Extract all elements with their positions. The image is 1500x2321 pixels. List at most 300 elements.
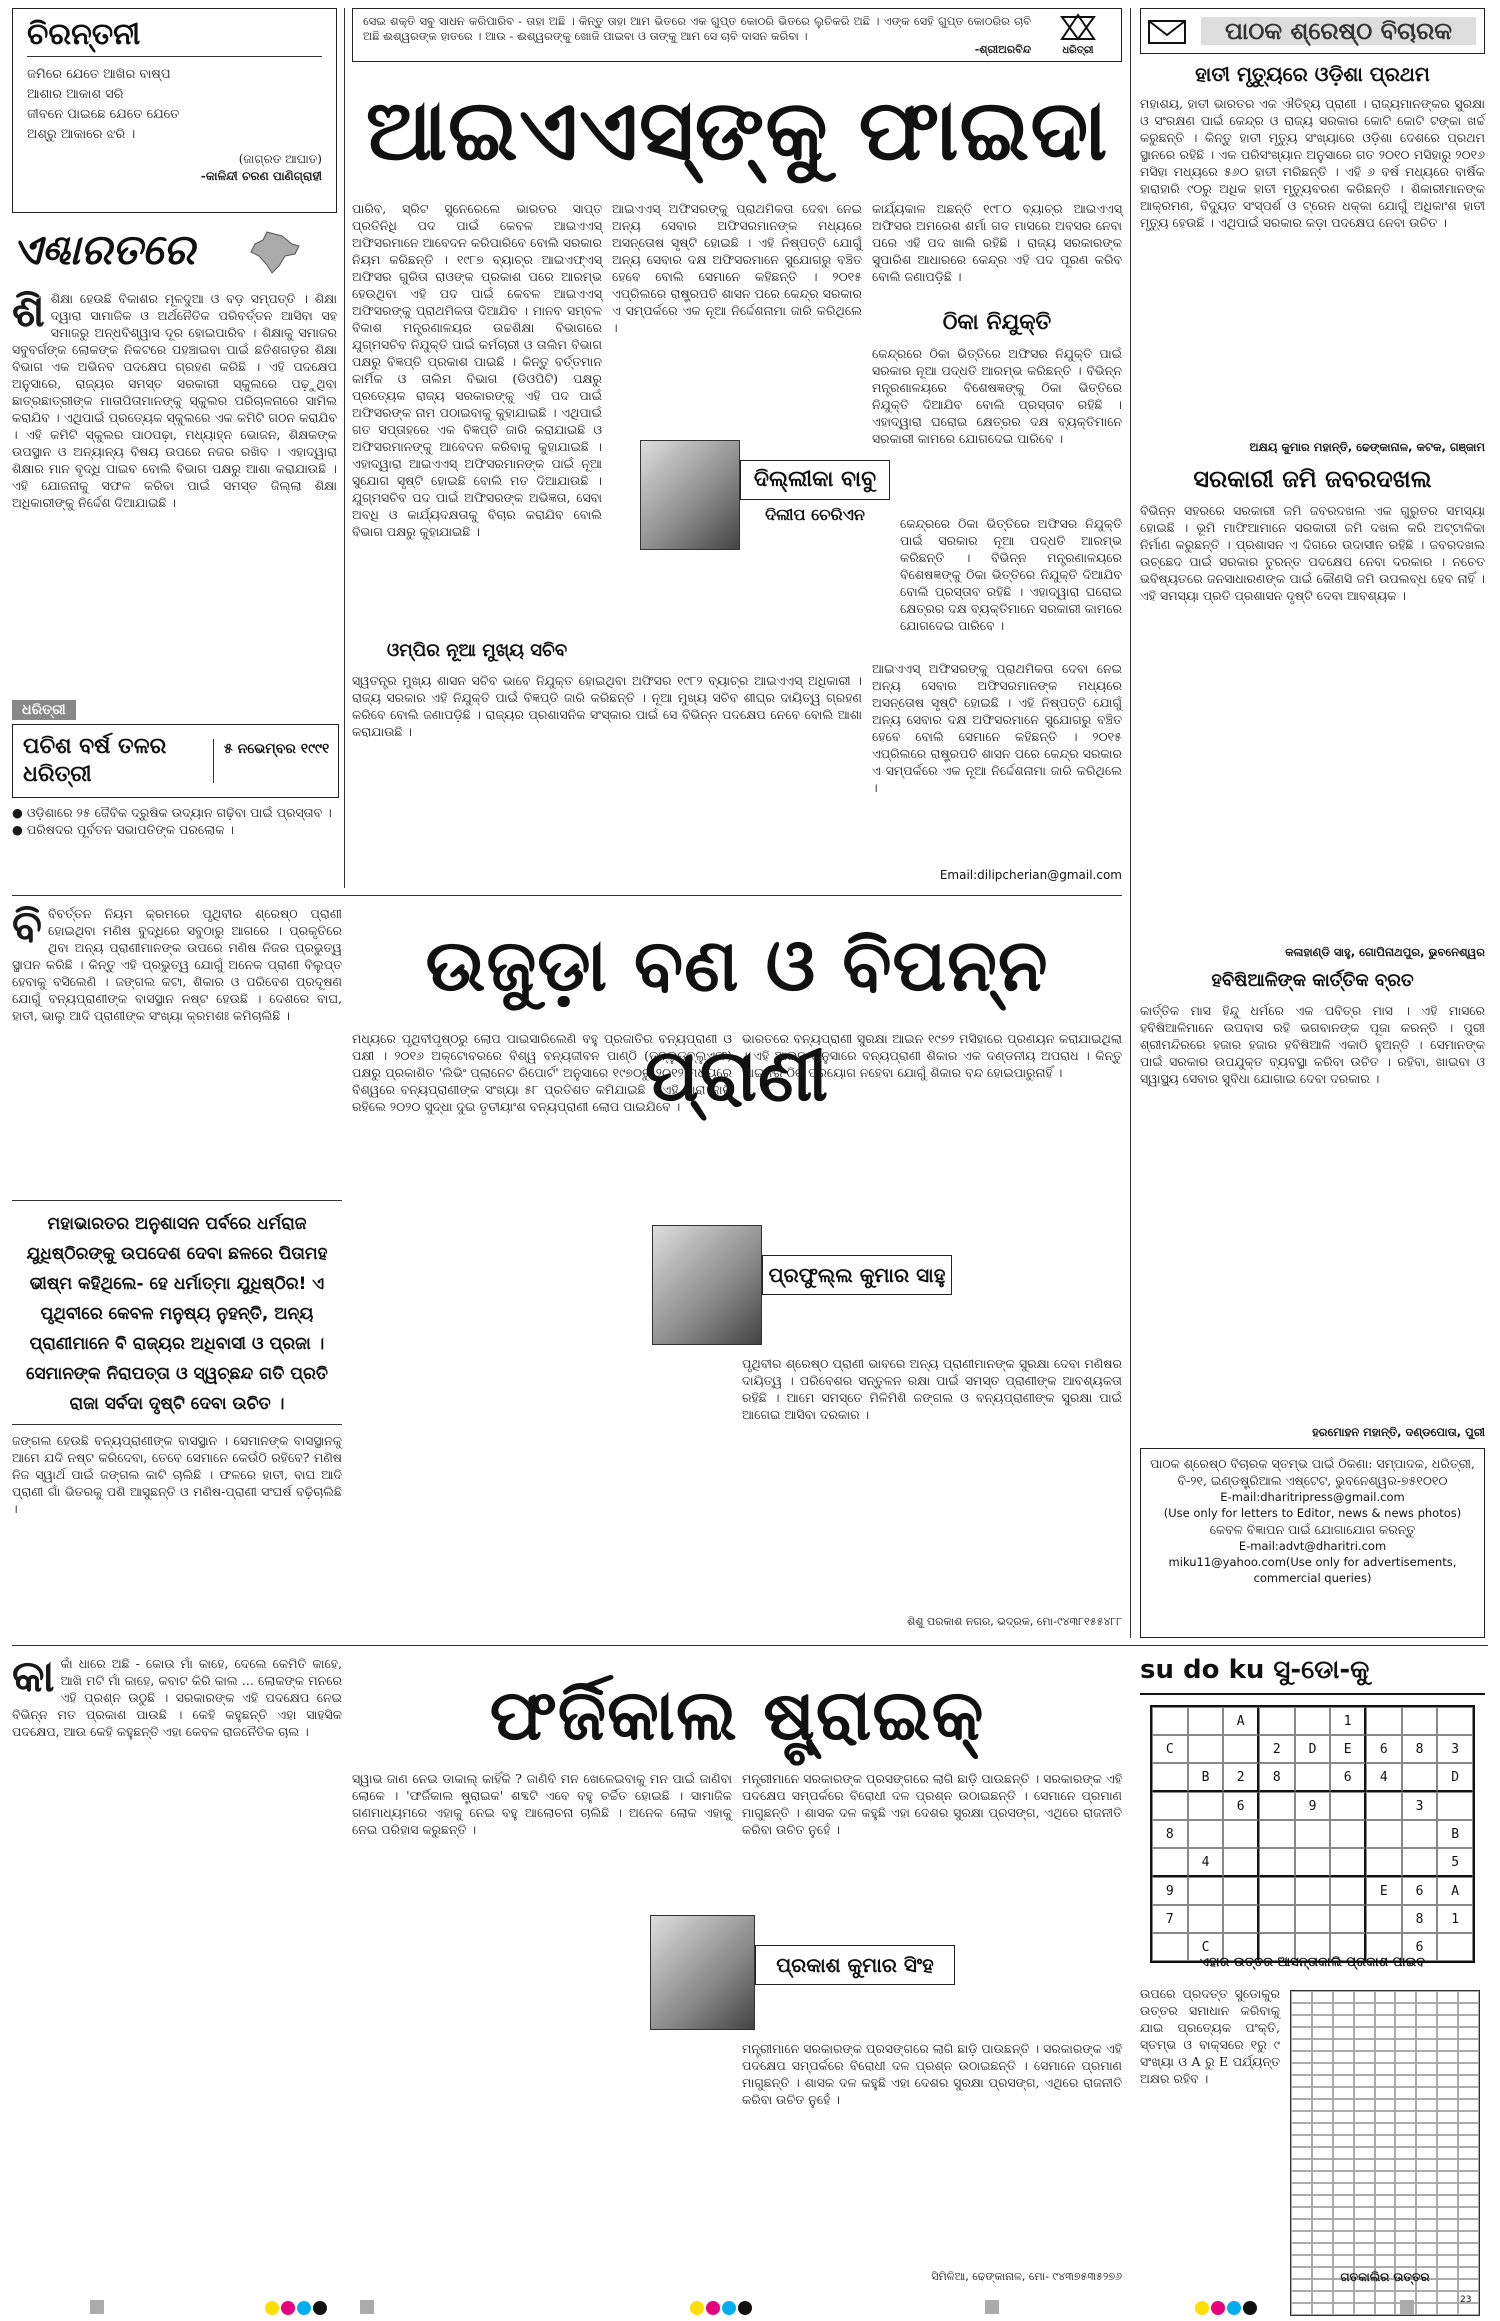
solution-cell (1458, 2003, 1479, 2015)
solution-cell (1395, 2207, 1416, 2219)
solution-cell (1312, 2195, 1333, 2207)
solution-cell (1354, 2219, 1375, 2231)
sudoku-cell[interactable]: 8 (1259, 1763, 1295, 1792)
solution-cell (1312, 2063, 1333, 2075)
solution-cell (1458, 2219, 1479, 2231)
thika-heading: ଠିକା ନିଯୁକ୍ତି (942, 310, 1052, 335)
sudoku-cell[interactable] (1259, 1848, 1295, 1877)
solution-cell (1458, 2015, 1479, 2027)
sudoku-cell[interactable]: B (1188, 1763, 1224, 1792)
solution-cell (1437, 2039, 1458, 2051)
solution-cell (1375, 2171, 1396, 2183)
solution-cell (1416, 2135, 1437, 2147)
sudoku-cell[interactable] (1295, 1707, 1331, 1735)
solution-cell (1291, 2183, 1312, 2195)
sudoku-cell[interactable]: 6 (1366, 1735, 1402, 1763)
solution-cell (1333, 2051, 1354, 2063)
reader-h3: ହବିଷିଆଳିଙ୍କ କାର୍ତ୍ତିକ ବ୍ରତ (1211, 970, 1414, 991)
forest-quote: ମହାଭାରତର ଅନୁଶାସନ ପର୍ବରେ ଧର୍ମରାଜ ଯୁଧିଷ୍ଠିରଙ୍କୁ ଉପଦେଶ ଦେବା ଛଳରେ ପିତାମହ ଭୀଷ୍ମ କହିଥିଲେ- ହେ ଧର୍ମାତ୍ମା ଯୁଧିଷ୍ଠିର! ଏ ପୃଥିବୀରେ କେବଳ ମନୁଷ୍ୟ ନୁହନ୍ତି, ଅନ୍ୟ ପ୍ରାଣୀମାନେ ବି ରାଜ୍ୟର ଅଧିବାସୀ ଓ ପ୍ରଜା । ସେମାନଙ୍କ ନିରାପତ୍ତା ଓ ସ୍ୱଚ୍ଛନ୍ଦ ଗତି ପ୍ରତି ରାଜା ସର୍ବଦା ଦୃଷ୍ଟି ଦେବା ଉଚିତ । (12, 1200, 342, 1425)
dharitri-date: ୫ ନଭେମ୍ବର ୧୯୯୧ (213, 739, 339, 783)
solution-cell (1312, 2135, 1333, 2147)
reader-title: ପାଠକ ଶ୍ରେଷ୍ଠ ବିଚାରକ (1201, 17, 1476, 45)
solution-cell (1437, 2255, 1458, 2267)
solution-cell (1333, 2075, 1354, 2087)
solution-cell (1354, 2195, 1375, 2207)
reader-a3: ହରମୋହନ ମହାନ୍ତି, ଦଣ୍ଡପୋତା, ପୁରୀ (1312, 1425, 1485, 1439)
solution-cell (1437, 2003, 1458, 2015)
solution-cell (1291, 2195, 1312, 2207)
solution-cell (1375, 2207, 1396, 2219)
solution-cell (1395, 2243, 1416, 2255)
solution-cell (1416, 2207, 1437, 2219)
reader-email-3[interactable]: miku11@yahoo.com(Use only for advertisements, commercial queries) (1168, 1555, 1457, 1585)
sudoku-cell[interactable]: 6 (1402, 1933, 1438, 1961)
sudoku-cell[interactable]: 3 (1402, 1792, 1438, 1820)
solution-cell (1416, 2243, 1437, 2255)
sudoku-cell[interactable] (1188, 1792, 1224, 1820)
solution-cell (1416, 2075, 1437, 2087)
solution-cell (1354, 2255, 1375, 2267)
solution-cell (1312, 2087, 1333, 2099)
solution-cell (1437, 2063, 1458, 2075)
reader-address: ପାଠକ ଶ୍ରେଷ୍ଠ ବିଚାରକ ସ୍ତମ୍ଭ ପାଇଁ ଠିକଣା: ସମ୍ପାଦକ, ଧରିତ୍ରୀ, ବି-୨୧, ଇଣ୍ଡଷ୍ଟ୍ରିଆଲ ଏଷ୍ଟେଟ, ଭୁବନେଶ୍ୱର-୭୫୧୦୧୦ (1150, 1456, 1475, 1488)
solution-cell (1437, 2111, 1458, 2123)
sudoku-solution (1290, 1990, 1480, 2316)
sudoku-cell[interactable]: 6 (1330, 1763, 1366, 1792)
solution-cell (1291, 2051, 1312, 2063)
sudoku-cell[interactable]: 6 (1402, 1877, 1438, 1905)
solution-cell (1375, 2195, 1396, 2207)
solution-cell (1458, 2231, 1479, 2243)
sudoku-cell[interactable]: D (1295, 1735, 1331, 1763)
page-number: 23 (1460, 2295, 1472, 2305)
solution-cell (1375, 2003, 1396, 2015)
solution-cell (1354, 2135, 1375, 2147)
sudoku-cell[interactable] (1259, 1707, 1295, 1735)
solution-cell (1354, 2123, 1375, 2135)
chirantani-author: -କାଳିନ୍ଦୀ ଚରଣ ପାଣିଗ୍ରାହୀ (200, 169, 322, 183)
reg-color-dots (1195, 2300, 1259, 2319)
solution-cell (1291, 2039, 1312, 2051)
surgical-col-b: ସ୍ୱାଭ ଜାଣ ନେଇ ଡାକାଲ୍ କାହିଁକି ? ଜାଣିବି ମନ ଖେଳେଇବାକୁ ମନ ପାଇଁ ଜାଣିବା ଲୋକେ । 'ଫର୍ଜିକାଲ ଷ୍ଟ୍ରାଇକ' ଶବ୍ଦଟି ଏବେ ବହୁ ଚର୍ଚ୍ଚିତ ହୋଇଛି । ସାମାଜିକ ଗଣମାଧ୍ୟମରେ ଏହାକୁ ନେଇ ବହୁ ଆଲୋଚନା ଚାଲିଛି । ଅନେକ ଲୋକ ଏହାକୁ ନେଇ ପରିହାସ କରୁଛନ୍ତି । (352, 1771, 732, 1837)
solution-cell (1354, 2063, 1375, 2075)
solution-cell (1312, 2015, 1333, 2027)
sudoku-cell[interactable]: E (1366, 1877, 1402, 1905)
sudoku-cell[interactable]: 8 (1402, 1735, 1438, 1763)
sudoku-cell[interactable]: 2 (1259, 1735, 1295, 1763)
byline-prakash: ପ୍ରକାଶ କୁମାର ସିଂହ (755, 1945, 955, 1985)
sudoku-cell[interactable]: A (1437, 1877, 1473, 1905)
sudoku-cell[interactable]: 5 (1437, 1848, 1473, 1877)
solution-cell (1458, 2051, 1479, 2063)
forest-col-b: ମଧ୍ୟରେ ପୃଥିବୀପୃଷ୍ଠରୁ ଲୋପ ପାଇସାରିଲେଣି ବହୁ ପ୍ରଜାତିର ବନ୍ୟପ୍ରାଣୀ ଓ ପକ୍ଷୀ । ୨୦୧୬ ଅକ୍ଟୋବରରେ ବିଶ୍ୱ ବନ୍ୟଜୀବନ ପାଣ୍ଠି (ଡବ୍ଲୁଡବ୍ଲୁଏଫ) ପକ୍ଷରୁ ପ୍ରକାଶିତ 'ଲିଭିଂ ପ୍ଲାନେଟ ରିପୋର୍ଟ' ଅନୁସାରେ ୧୯୭୦ରୁ ୨୦୧୨ ମଧ୍ୟରେ ବିଶ୍ୱରେ ବନ୍ୟପ୍ରାଣୀଙ୍କ ସଂଖ୍ୟା ୫୮ ପ୍ରତିଶତ କମିଯାଇଛି । ଏହି ଧାରା ଜାରି ରହିଲେ ୨୦୨୦ ସୁଦ୍ଧା ଦୁଇ ତୃତୀୟାଂଶ ବନ୍ୟପ୍ରାଣୀ ଲୋପ ପାଇଯିବେ । (352, 1031, 732, 1114)
solution-cell (1333, 2123, 1354, 2135)
sudoku-cell[interactable] (1188, 1735, 1224, 1763)
sudoku-cell[interactable] (1223, 1735, 1259, 1763)
sudoku-cell[interactable] (1188, 1820, 1224, 1848)
solution-cell (1354, 2075, 1375, 2087)
sudoku-cell[interactable]: 1 (1330, 1707, 1366, 1735)
solution-cell (1291, 2231, 1312, 2243)
sudoku-cell[interactable]: 9 (1295, 1792, 1331, 1820)
sudoku-cell[interactable] (1437, 1792, 1473, 1820)
sudoku-cell[interactable] (1295, 1820, 1331, 1848)
solution-cell (1312, 2027, 1333, 2039)
reader-t3: କାର୍ତ୍ତିକ ମାସ ହିନ୍ଦୁ ଧର୍ମରେ ଏକ ପବିତ୍ର ମାସ । ଏହି ମାସରେ ହବିଷିଆଳିମାନେ ଉପବାସ ରହି ଭଗବାନଙ୍କ ପୂଜା କରନ୍ତି । ପୁରୀ ଶ୍ରୀମନ୍ଦିରରେ ହଜାର ହଜାର ହବିଷିଆଳି ଏକାଠି ହୁଅନ୍ତି । ସେମାନଙ୍କ ପାଇଁ ସରକାର ଉପଯୁକ୍ତ ବ୍ୟବସ୍ଥା କରିବା ଉଚିତ । ରହିବା, ଖାଇବା ଓ ସ୍ୱାସ୍ଥ୍ୟ ସେବାର ସୁବିଧା ଯୋଗାଇ ଦେବା ଦରକାର । (1140, 1003, 1485, 1086)
solution-cell (1333, 1991, 1354, 2003)
sudoku-cell[interactable]: 8 (1402, 1905, 1438, 1933)
dharitri-title: ପଚିଶ ବର୍ଷ ତଳର ଧରିତ୍ରୀ (23, 734, 167, 787)
sudoku-cell[interactable] (1437, 1707, 1473, 1735)
solution-cell (1437, 2207, 1458, 2219)
sudoku-cell[interactable]: 7 (1152, 1905, 1188, 1933)
sudoku-cell[interactable] (1295, 1763, 1331, 1792)
reg-color-dots (265, 2300, 329, 2319)
sudoku-cell[interactable] (1402, 1848, 1438, 1877)
sudoku-cell[interactable] (1259, 1820, 1295, 1848)
sudoku-cell[interactable] (1330, 1820, 1366, 1848)
sudoku-cell[interactable] (1223, 1877, 1259, 1905)
solution-cell (1333, 2087, 1354, 2099)
solution-cell (1333, 2063, 1354, 2075)
solution-cell (1291, 2015, 1312, 2027)
sudoku-cell[interactable] (1402, 1707, 1438, 1735)
solution-cell (1312, 2147, 1333, 2159)
solution-cell (1291, 2255, 1312, 2267)
sudoku-yesterday: ଗତକାଲିର ଉତ୍ତର (1340, 2270, 1430, 2284)
solution-cell (1312, 2123, 1333, 2135)
sudoku-cell[interactable]: B (1437, 1820, 1473, 1848)
sudoku-cell[interactable]: 3 (1437, 1735, 1473, 1763)
sudoku-cell[interactable]: 8 (1152, 1820, 1188, 1848)
surgical-headline: ଫର୍ଜିକାଲ ଷ୍ଟ୍ରାଇକ୍ (489, 1674, 985, 1756)
sudoku-cell[interactable] (1366, 1792, 1402, 1820)
solution-cell (1375, 2147, 1396, 2159)
sudoku-cell[interactable] (1366, 1905, 1402, 1933)
dharitri-title-box (12, 724, 339, 798)
solution-cell (1354, 2015, 1375, 2027)
dropcap: କା (12, 1651, 55, 1702)
dharitri-25yr-box (12, 700, 337, 895)
solution-cell (1416, 1991, 1437, 2003)
chirantani-box (12, 8, 337, 213)
solution-cell (1354, 2183, 1375, 2195)
solution-cell (1375, 2231, 1396, 2243)
sudoku-cell[interactable] (1223, 1848, 1259, 1877)
solution-cell (1458, 2195, 1479, 2207)
sudoku-cell[interactable] (1330, 1905, 1366, 1933)
sudoku-cell[interactable]: E (1330, 1735, 1366, 1763)
solution-cell (1291, 2219, 1312, 2231)
india-map-icon (237, 230, 307, 275)
reader-header (1140, 8, 1485, 54)
sudoku-cell[interactable]: 1 (1437, 1905, 1473, 1933)
sudoku-cell[interactable] (1366, 1848, 1402, 1877)
solution-cell (1395, 2231, 1416, 2243)
sudoku-cell[interactable] (1295, 1905, 1331, 1933)
solution-cell (1312, 2171, 1333, 2183)
sudoku-cell[interactable] (1223, 1905, 1259, 1933)
solution-cell (1458, 2159, 1479, 2171)
solution-cell (1375, 2255, 1396, 2267)
sudoku-cell[interactable] (1330, 1848, 1366, 1877)
sudoku-cell[interactable] (1330, 1792, 1366, 1820)
solution-cell (1395, 2147, 1416, 2159)
sudoku-cell[interactable]: C (1188, 1933, 1224, 1961)
forest-address: ଶିଶୁ ପରକାଶ ନଗର, ଭଦ୍ରକ, ମୋ-୯୪୩୮୧୫୫୪୮୮ (907, 1615, 1122, 1628)
reader-email-note: (Use only for letters to Editor, news & news photos) (1163, 1506, 1462, 1520)
forest-intro: ବିବିବର୍ତ୍ତନ ନିୟମ କ୍ରମରେ ପୃଥିବୀର ଶ୍ରେଷ୍ଠ ପ୍ରାଣୀ ହୋଇଥିବା ମଣିଷ ବୁଦ୍ଧିରେ ସବୁଠାରୁ ଆଗରେ । ପ୍ରକୃତିରେ ଥିବା ଅନ୍ୟ ପ୍ରାଣୀମାନଙ୍କ ଉପରେ ମଣିଷ ନିଜର ପ୍ରଭୁତ୍ୱ ସ୍ଥାପନ କରିଛି । କିନ୍ତୁ ଏହି ପ୍ରଭୁତ୍ୱ ଯୋଗୁଁ ଅନେକ ପ୍ରାଣୀ ବିଲୁପ୍ତ ହେବାକୁ ବସିଲେଣି । ଜଙ୍ଗଲ କଟା, ଶିକାର ଓ ପରିବେଶ ପ୍ରଦୂଷଣ ଯୋଗୁଁ ବନ୍ୟପ୍ରାଣୀଙ୍କ ବାସସ୍ଥାନ ନଷ୍ଟ ହେଉଛି । ଦେଶରେ ବାଘ, ହାତୀ, ଭାଲୁ ଆଦି ପ୍ରାଣୀଙ୍କ ସଂଖ୍ୟା କ୍ରମଶଃ କମିଚାଲିଛି । (12, 901, 342, 1023)
sudoku-cell[interactable]: 4 (1188, 1848, 1224, 1877)
sudoku-cell[interactable]: 2 (1223, 1763, 1259, 1792)
solution-cell (1395, 2039, 1416, 2051)
solution-cell (1416, 2039, 1437, 2051)
sudoku-cell[interactable] (1295, 1848, 1331, 1877)
solution-cell (1458, 2111, 1479, 2123)
solution-cell (1312, 2207, 1333, 2219)
sudoku-cell[interactable] (1259, 1792, 1295, 1820)
dharitri-emblem (1043, 13, 1113, 56)
ebharatare-title: ଏଣ୍ଢାରତରେ (12, 225, 195, 274)
lead-email[interactable]: Email:dilipcherian@gmail.com (939, 868, 1122, 882)
surgical-col-d: ମନ୍ତ୍ରୀମାନେ ସରକାରଙ୍କ ପ୍ରସଙ୍ଗରେ ଲାଗି ଛାଡ଼ି ପାଉଛନ୍ତି । ସରକାରଙ୍କ ଏହି ପଦକ୍ଷେପ ସମ୍ପର୍କରେ ବିରୋଧୀ ଦଳ ପ୍ରଶ୍ନ ଉଠାଇଛନ୍ତି । ସେମାନେ ପ୍ରମାଣ ମାଗୁଛନ୍ତି । ଶାସକ ଦଳ କହୁଛି ଏହା ଦେଶର ସୁରକ୍ଷା ପ୍ରସଙ୍ଗ, ଏଥିରେ ରାଜନୀତି କରିବା ଉଚିତ ନୁହେଁ । (742, 2041, 1122, 2107)
solution-cell (1333, 2231, 1354, 2243)
sudoku-cell[interactable] (1259, 1905, 1295, 1933)
reader-a2: କଳାହାଣ୍ଡି ସାହୁ, ଗୋପିନାଥପୁର, ଭୁବନେଶ୍ୱର (1285, 945, 1485, 959)
sudoku-title: su do ku ସୁ-ଡୋ-କୁ (1140, 1655, 1485, 1695)
solution-cell (1458, 2207, 1479, 2219)
solution-cell (1333, 2099, 1354, 2111)
lead-col1: ପାରିବ, ସ୍ରିଟ ସୁନେରେଲେ ଭାରତର ସାପ୍ତ ପ୍ରତିନିଧି ପଦ ପାଇଁ କେବଳ ଆଇଏଏସ୍ ଅଫିସରମାନେ ଆବେଦନ କରିପାରିବେ ବୋଲି ସରକାର ନିୟମ କରିଛନ୍ତି । ୧୯୮୭ ବ୍ୟାଚ୍‌ର ଆଇଏଫ୍‌ଏସ୍ ଅଫିସର ଗୁରିତା ରାଓଙ୍କ ପ୍ରକାଶ ପରେ ଆରମ୍ଭ ହେଉଥିବା ଏହି ପଦ ପାଇଁ କେବଳ ଆଇଏଏସ୍ ଅଫିସରଙ୍କୁ ପ୍ରାଥମିକତା ଦିଆଯିବ । ମାନବ ସମ୍ବଳ ବିକାଶ ମନ୍ତ୍ରଣାଳୟର ଉଚ୍ଚଶିକ୍ଷା ବିଭାଗରେ ଯୁଗ୍ମସଚିବ ନିଯୁକ୍ତି ପାଇଁ କର୍ମଚାରୀ ଓ ତାଲିମ ବିଭାଗ ପକ୍ଷରୁ ବିଜ୍ଞପ୍ତି ପ୍ରକାଶ ପାଇଛି । କିନ୍ତୁ ବର୍ତ୍ତମାନ କାର୍ମିକ ଓ ତାଲିମ ବିଭାଗ (ଡିଓପିଟି) ପକ୍ଷରୁ ପ୍ରତ୍ୟେକ ରାଜ୍ୟ ସରକାରଙ୍କୁ ଏହି ପଦ ପାଇଁ ଅଫିସରଙ୍କ ନାମ ପଠାଇବାକୁ କୁହାଯାଇଛି । ଏଥିପାଇଁ ଗତ ସପ୍ତାହରେ ଏକ ବିଜ୍ଞପ୍ତି ଜାରି କରାଯାଇଛି ଓ ଅଫିସରମାନଙ୍କୁ ଆବେଦନ କରିବାକୁ କୁହାଯାଇଛି । ଏହାଦ୍ୱାରା ଆଇଏଏସ୍ ଅଫିସରମାନଙ୍କ ପାଇଁ ନୂଆ ସୁଯୋଗ ସୃଷ୍ଟି ହୋଇଛି ବୋଲି ମତ ଦିଆଯାଉଛି । ଯୁଗ୍ମସଚିବ ପଦ ପାଇଁ ଅଫିସରଙ୍କ ଅଭିଜ୍ଞତା, ସେବା ଅବଧି ଓ କାର୍ଯ୍ୟଦକ୍ଷତାକୁ ବିଚାର କରାଯିବ ବୋଲି ବିଭାଗ ପକ୍ଷରୁ କୁହାଯାଇଛି । (352, 201, 602, 539)
sudoku-cell[interactable] (1330, 1877, 1366, 1905)
sudoku-cell[interactable] (1402, 1763, 1438, 1792)
dharitri-item: ● ଓଡ଼ିଶାରେ ୨୫ ଜୈବିକ ଦ୍ରୁଷିକ ଉଦ୍ୟାନ ଗଢ଼ିବା ପାଇଁ ପ୍ରସ୍ତାବ । (12, 805, 332, 820)
forest-col-a: ଜଙ୍ଗଲ ହେଉଛି ବନ୍ୟପ୍ରାଣୀଙ୍କ ବାସସ୍ଥାନ । ସେମାନଙ୍କ ବାସସ୍ଥାନକୁ ଆମେ ଯଦି ନଷ୍ଟ କରିଦେବା, ତେବେ ସେମାନେ କେଉଁଠି ରହିବେ? ମଣିଷ ନିଜ ସ୍ୱାର୍ଥ ପାଇଁ ଜଙ୍ଗଲ କାଟି ଚାଲିଛି । ଫଳରେ ହାତୀ, ବାଘ ଆଦି ପ୍ରାଣୀ ଗାଁ ଭିତରକୁ ପଶି ଆସୁଛନ୍ତି ଓ ମଣିଷ-ପ୍ରାଣୀ ସଂଘର୍ଷ ବଢ଼ିଚାଲିଛି । (12, 1433, 342, 1516)
chirantani-source: (ଜାଗ୍ରତ ଆଘାତ) (238, 152, 322, 166)
solution-cell (1333, 2195, 1354, 2207)
solution-cell (1312, 1991, 1333, 2003)
ebharatare-header (12, 225, 337, 285)
solution-cell (1416, 2051, 1437, 2063)
solution-cell (1416, 2123, 1437, 2135)
reg-color-dots (690, 2300, 754, 2319)
solution-cell (1395, 2027, 1416, 2039)
solution-cell (1291, 2099, 1312, 2111)
reader-email-2[interactable]: E-mail:advt@dharitri.com (1238, 1539, 1387, 1553)
solution-cell (1333, 2111, 1354, 2123)
sudoku-cell[interactable] (1188, 1707, 1224, 1735)
solution-cell (1291, 2159, 1312, 2171)
solution-cell (1333, 2039, 1354, 2051)
solution-cell (1354, 2051, 1375, 2063)
solution-cell (1416, 2063, 1437, 2075)
sudoku-cell[interactable] (1188, 1905, 1224, 1933)
solution-cell (1375, 2051, 1396, 2063)
solution-cell (1375, 2135, 1396, 2147)
solution-cell (1291, 1991, 1312, 2003)
reader-adv: କେବଳ ବିଜ୍ଞାପନ ପାଇଁ ଯୋଗାଯୋଗ କରନ୍ତୁ (1209, 1522, 1416, 1537)
reader-email-1[interactable]: E-mail:dharitripress@gmail.com (1220, 1490, 1405, 1504)
solution-cell (1458, 2147, 1479, 2159)
solution-cell (1395, 2171, 1416, 2183)
solution-cell (1375, 2111, 1396, 2123)
sudoku-cell[interactable]: A (1223, 1707, 1259, 1735)
solution-cell (1416, 2219, 1437, 2231)
solution-cell (1395, 2195, 1416, 2207)
ebharatare-article (12, 286, 337, 670)
byline-dilip: ଦିଲୀପ ଚେରିଏନ (765, 505, 865, 524)
solution-cell (1416, 2183, 1437, 2195)
quote-bar (352, 8, 1122, 62)
solution-cell (1333, 2027, 1354, 2039)
solution-cell (1291, 2111, 1312, 2123)
solution-cell (1291, 2003, 1312, 2015)
sudoku-cell[interactable] (1152, 1848, 1188, 1877)
sudoku-cell[interactable]: D (1437, 1763, 1473, 1792)
solution-cell (1375, 2087, 1396, 2099)
solution-cell (1437, 2195, 1458, 2207)
solution-cell (1395, 2099, 1416, 2111)
dharitri-items (12, 804, 337, 838)
sudoku-cell[interactable] (1366, 1707, 1402, 1735)
sudoku-board[interactable] (1150, 1705, 1475, 1963)
solution-cell (1437, 2099, 1458, 2111)
sudoku-answer-note: ଏହାର ଉତ୍ତର ଆସନ୍ତାକାଲି ପ୍ରକାଶ ପାଇବ (1199, 1955, 1426, 1970)
solution-cell (1375, 2015, 1396, 2027)
solution-cell (1312, 2099, 1333, 2111)
sudoku-cell[interactable]: 4 (1366, 1763, 1402, 1792)
sudoku-cell[interactable]: 9 (1152, 1877, 1188, 1905)
solution-cell (1458, 2063, 1479, 2075)
sudoku-cell[interactable] (1366, 1820, 1402, 1848)
solution-cell (1395, 2255, 1416, 2267)
solution-cell (1312, 2255, 1333, 2267)
solution-cell (1395, 2087, 1416, 2099)
solution-cell (1375, 2243, 1396, 2255)
solution-cell (1416, 2099, 1437, 2111)
solution-cell (1458, 2039, 1479, 2051)
solution-cell (1395, 2075, 1416, 2087)
dharitri-item: ● ପରିଷଦର ପୂର୍ବତନ ସଭାପତିଙ୍କ ପରଲୋକ । (12, 822, 235, 837)
solution-cell (1395, 1991, 1416, 2003)
chirantani-title: ଚିରନ୍ତନୀ (27, 17, 322, 57)
sudoku-cell[interactable] (1259, 1877, 1295, 1905)
solution-cell (1416, 2231, 1437, 2243)
sudoku-cell[interactable]: C (1152, 1735, 1188, 1763)
solution-cell (1375, 2075, 1396, 2087)
solution-cell (1375, 2099, 1396, 2111)
solution-cell (1416, 2111, 1437, 2123)
solution-cell (1333, 2147, 1354, 2159)
solution-cell (1333, 2255, 1354, 2267)
solution-cell (1333, 2207, 1354, 2219)
solution-cell (1354, 2027, 1375, 2039)
quote-text: ସେଇ ଶକ୍ତି ସବୁ ସାଧନ କରିପାରିବ - ତାହା ଅଛି । କିନ୍ତୁ ତାହା ଆମ ଭିତରେ ଏକ ଗୁପ୍ତ କୋଠରି ଭିତରେ ଲୁଚିକରି ଅଛି । ଏଙ୍କ ସେହି ଗୁପ୍ତ କୋଠରିର ଚାବି ଅଛି ଈଶ୍ୱରଙ୍କ ହାତରେ । ଆଉ - ଈଶ୍ୱରଙ୍କୁ ଖୋଜି ପାଇବା ଓ ତାଙ୍କୁ ଆମ ସେ ଚାବି ଦାସନ କରିବା । (363, 14, 1031, 43)
solution-cell (1437, 2171, 1458, 2183)
sudoku-cell[interactable] (1223, 1820, 1259, 1848)
solution-cell (1416, 2195, 1437, 2207)
print-registration-strip (0, 2300, 1500, 2321)
sudoku-cell[interactable] (1402, 1820, 1438, 1848)
solution-cell (1437, 2147, 1458, 2159)
solution-cell (1395, 2015, 1416, 2027)
solution-cell (1312, 2243, 1333, 2255)
reg-gray-square (360, 2300, 374, 2314)
solution-cell (1458, 2099, 1479, 2111)
sudoku-cell[interactable]: 6 (1223, 1792, 1259, 1820)
solution-cell (1291, 2171, 1312, 2183)
ebharatare-text: ଶିକ୍ଷା ହେଉଛି ବିକାଶର ମୂଳଦୁଆ ଓ ବଡ଼ ସମ୍ପତ୍ତି । ଶିକ୍ଷା ଦ୍ୱାରା ସାମାଜିକ ଓ ଅର୍ଥନୈତିକ ପରିବର୍ତ୍ତନ ଆସିବା ସହ ସମାଜରୁ ଅନ୍ଧବିଶ୍ୱାସ ଦୂର ହୋଇପାରିବ । ଶିକ୍ଷାକୁ ସମାଜର ସବୁବର୍ଗଙ୍କ ଲୋକଙ୍କ ନିକଟରେ ପହଞ୍ଚାଇବା ପାଇଁ ଛତିଶଗଡ଼ର ଶିକ୍ଷା ବିଭାଗ ଏକ ଅଭିନବ ପଦକ୍ଷେପ ଗ୍ରହଣ କରିଛି । ଏହି ପଦକ୍ଷେପ ଅନୁସାରେ, ରାଜ୍ୟର ସମସ୍ତ ସରକାରୀ ସ୍କୁଲରେ ପଢ଼ୁଥିବା ଛାତ୍ରଛାତ୍ରୀଙ୍କ ମାତାପିତାମାନଙ୍କୁ ସ୍କୁଲର ପରିଚାଳନାରେ ସାମିଲ କରାଯିବ । ଏଥିପାଇଁ ପ୍ରତ୍ୟେକ ସ୍କୁଲରେ ଏକ କମିଟି ଗଠନ କରାଯିବ । ଏହି କମିଟି ସ୍କୁଲର ପାଠପଢ଼ା, ମଧ୍ୟାହ୍ନ ଭୋଜନ, ଶିକ୍ଷକଙ୍କ ଉପସ୍ଥାନ ଓ ଅନ୍ୟାନ୍ୟ ବିଷୟ ଉପରେ ନଜର ରଖିବ । ଏହାଦ୍ୱାରା ଶିକ୍ଷାର ମାନ ବୃଦ୍ଧି ପାଇବ ବୋଲି ବିଭାଗ ପକ୍ଷରୁ ଆଶା କରାଯାଉଛି । ଏହି ଯୋଜନାକୁ ସଫଳ କରିବା ପାଇଁ ସମସ୍ତ ଜିଲ୍ଲା ଶିକ୍ଷା ଅଧିକାରୀଙ୍କୁ ନିର୍ଦ୍ଦେଶ ଦିଆଯାଇଛି । (12, 291, 337, 510)
sudoku-cell[interactable] (1188, 1877, 1224, 1905)
author-photo-prakash (650, 1915, 755, 2030)
solution-cell (1437, 2231, 1458, 2243)
solution-cell (1458, 2171, 1479, 2183)
solution-cell (1291, 2087, 1312, 2099)
solution-cell (1437, 2015, 1458, 2027)
surgical-address: ସିମିଳିଆ, ଢେଙ୍କାନାଳ, ମୋ- ୯୪୩୭୫୩୫୨୭୬ (931, 2270, 1122, 2283)
lead-col3-cont: କେନ୍ଦ୍ରରେ ଠିକା ଭିତ୍ତିରେ ଅଫିସର ନିଯୁକ୍ତି ପାଇଁ ସରକାର ନୂଆ ପଦ୍ଧତି ଆରମ୍ଭ କରିଛନ୍ତି । ବିଭିନ୍ନ ମନ୍ତ୍ରଣାଳୟରେ ବିଶେଷଜ୍ଞଙ୍କୁ ଠିକା ଭିତ୍ତିରେ ନିଯୁକ୍ତି ଦିଆଯିବ ବୋଲି ପ୍ରସ୍ତାବ ରହିଛି । ଏହାଦ୍ୱାରା ଘରୋଇ କ୍ଷେତ୍ରର ଦକ୍ଷ ବ୍ୟକ୍ତିମାନେ ସରକାରୀ କାମରେ ଯୋଗଦେଇ ପାରିବେ । (900, 516, 1122, 633)
reader-a1: ଅକ୍ଷୟ କୁମାର ମହାନ୍ତି, ଢେଙ୍କାନାଳ, କଟକ, ଗଞ୍ଜାମ (1249, 440, 1485, 454)
solution-cell (1375, 2159, 1396, 2171)
solution-cell (1354, 2207, 1375, 2219)
solution-cell (1333, 2243, 1354, 2255)
sudoku-cell[interactable] (1152, 1707, 1188, 1735)
solution-cell (1354, 2159, 1375, 2171)
thika-text: କେନ୍ଦ୍ରରେ ଠିକା ଭିତ୍ତିରେ ଅଫିସର ନିଯୁକ୍ତି ପାଇଁ ସରକାର ନୂଆ ପଦ୍ଧତି ଆରମ୍ଭ କରିଛନ୍ତି । ବିଭିନ୍ନ ମନ୍ତ୍ରଣାଳୟରେ ବିଶେଷଜ୍ଞଙ୍କୁ ଠିକା ଭିତ୍ତିରେ ନିଯୁକ୍ତି ଦିଆଯିବ ବୋଲି ପ୍ରସ୍ତାବ ରହିଛି । ଏହାଦ୍ୱାରା ଘରୋଇ କ୍ଷେତ୍ରର ଦକ୍ଷ ବ୍ୟକ୍ତିମାନେ ସରକାରୀ କାମରେ ଯୋଗଦେଇ ପାରିବେ । (872, 346, 1122, 446)
solution-cell (1437, 2243, 1458, 2255)
solution-cell (1375, 1991, 1396, 2003)
solution-cell (1312, 2039, 1333, 2051)
solution-cell (1416, 2087, 1437, 2099)
solution-cell (1437, 2075, 1458, 2087)
omp-heading: ଓମ୍ପିର ନୂଆ ମୁଖ୍ୟ ସଚିବ (386, 640, 568, 661)
solution-cell (1354, 1991, 1375, 2003)
solution-cell (1291, 2027, 1312, 2039)
solution-cell (1312, 2231, 1333, 2243)
sudoku-solution-grid (1290, 1990, 1480, 2316)
sudoku-cell[interactable] (1152, 1792, 1188, 1820)
author-photo-dilip (640, 440, 740, 550)
quote-author: -ଶ୍ରୀଅରବିନ୍ଦ (974, 43, 1031, 56)
solution-cell (1458, 2087, 1479, 2099)
solution-cell (1375, 2027, 1396, 2039)
solution-cell (1291, 2075, 1312, 2087)
solution-cell (1291, 2123, 1312, 2135)
solution-cell (1354, 2243, 1375, 2255)
reader-h1: ହାତୀ ମୃତ୍ୟୁରେ ଓଡ଼ିଶା ପ୍ରଥମ (1195, 62, 1430, 86)
solution-cell (1458, 2255, 1479, 2267)
lead-headline: ଆଇଏଏସ୍‌ଙ୍କୁ ଫାଇଦା (365, 81, 1109, 179)
solution-cell (1375, 2123, 1396, 2135)
dropcap: ଶି (12, 286, 45, 337)
surgical-intro: କାକାଁ ଧାରେ ଅଛି - କୋଉ ମାଁ କାହେ, ଦେଲେ କେମିତି କାହେ, ଆଖି ମଟି ମାଁ କାହେ, କବାଟ କିରି କାଲ ... ଲୋକଙ୍କ ମନରେ ଏହି ପ୍ରଶ୍ନ ଉଠୁଛି । ସରକାରଙ୍କ ଏହି ପଦକ୍ଷେପ ନେଇ ବିଭିନ୍ନ ମତ ପ୍ରକାଶ ପାଉଛି । କେହି କହୁଛନ୍ତି ଏହା ସାହସିକ ପଦକ୍ଷେପ, ଆଉ କେହି କହୁଛନ୍ତି ଏହା କେବଳ ରାଜନୈତିକ ଚାଲ । (12, 1651, 342, 1739)
solution-cell (1395, 2159, 1416, 2171)
forest-col-d: ପୃଥିବୀର ଶ୍ରେଷ୍ଠ ପ୍ରାଣୀ ଭାବରେ ଅନ୍ୟ ପ୍ରାଣୀମାନଙ୍କ ସୁରକ୍ଷା ଦେବା ମଣିଷର ଦାୟିତ୍ୱ । ପରିବେଶର ସନ୍ତୁଳନ ରକ୍ଷା ପାଇଁ ସମସ୍ତ ପ୍ରାଣୀଙ୍କ ଆବଶ୍ୟକତା ରହିଛି । ଆମେ ସମସ୍ତେ ମିଳିମିଶି ଜଙ୍ଗଲ ଓ ବନ୍ୟପ୍ରାଣୀଙ୍କ ସୁରକ୍ଷା ପାଇଁ ଆଗେଇ ଆସିବା ଦରକାର । (742, 1356, 1122, 1422)
solution-cell (1354, 2147, 1375, 2159)
sudoku-cell[interactable] (1295, 1877, 1331, 1905)
solution-cell (1416, 2027, 1437, 2039)
dharitri-tag: ଧରିତ୍ରୀ (12, 700, 76, 720)
solution-cell (1375, 2219, 1396, 2231)
solution-cell (1437, 2123, 1458, 2135)
solution-cell (1312, 2075, 1333, 2087)
sudoku-cell[interactable] (1152, 1763, 1188, 1792)
solution-cell (1437, 2087, 1458, 2099)
solution-cell (1333, 2159, 1354, 2171)
envelope-icon (1147, 17, 1187, 47)
solution-cell (1437, 2159, 1458, 2171)
reg-gray-square (1400, 2300, 1414, 2314)
